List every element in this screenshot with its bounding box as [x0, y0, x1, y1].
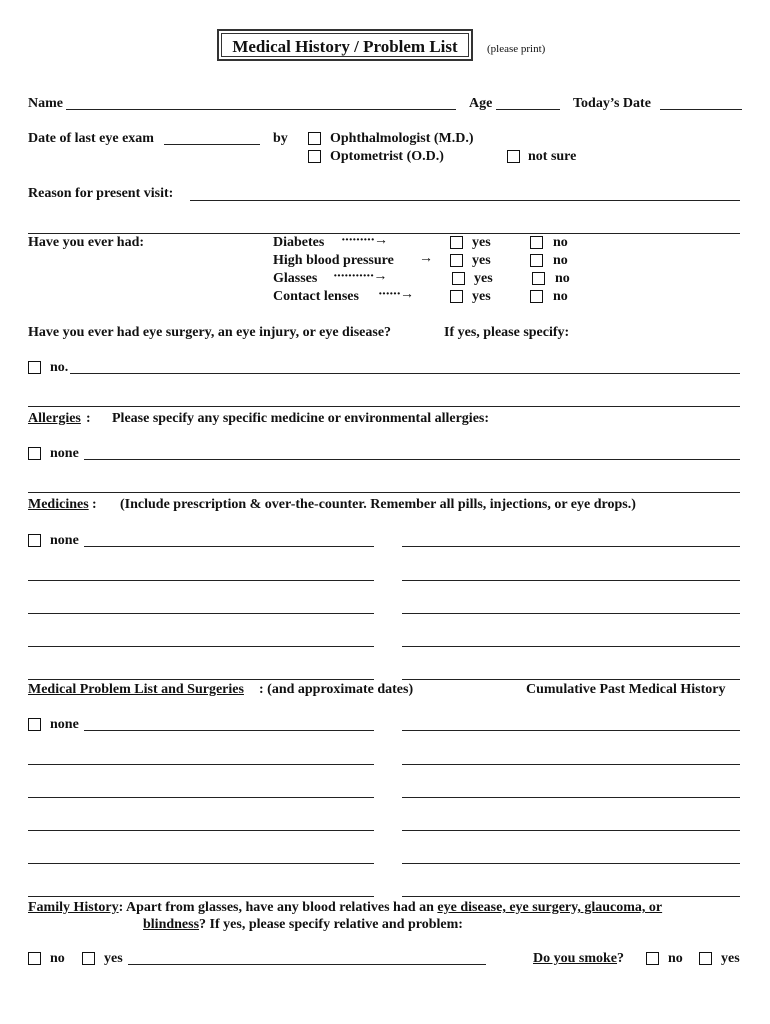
medicines-colon: : [92, 497, 97, 512]
allergies-none-label: none [50, 446, 79, 461]
hbp-yes-label: yes [472, 253, 491, 268]
medicine-line[interactable] [28, 613, 374, 614]
name-label: Name [28, 96, 63, 111]
family-yes-checkbox[interactable] [82, 952, 95, 965]
family-yes-label: yes [104, 951, 123, 966]
history-line[interactable] [402, 830, 740, 831]
smoke-yes-checkbox[interactable] [699, 952, 712, 965]
hbp-no-label: no [553, 253, 568, 268]
problem-line[interactable] [28, 896, 374, 897]
arrow-icon: ······→ [378, 287, 414, 302]
diabetes-yes-checkbox[interactable] [450, 236, 463, 249]
family-no-checkbox[interactable] [28, 952, 41, 965]
medicine-line[interactable] [402, 646, 740, 647]
hbp-no-checkbox[interactable] [530, 254, 543, 267]
smoke-yes-label: yes [721, 951, 740, 966]
history-line[interactable] [402, 896, 740, 897]
hbp-yes-checkbox[interactable] [450, 254, 463, 267]
medicine-line[interactable] [402, 580, 740, 581]
medicine-line[interactable] [28, 646, 374, 647]
family-history-text: : Apart from glasses, have any blood relatives had an [118, 900, 438, 915]
eye-exam-date-field[interactable] [164, 144, 260, 145]
title-box [217, 29, 473, 61]
family-history-line-2 [143, 917, 463, 933]
ophthalmologist-label: Ophthalmologist (M.D.) [330, 131, 474, 146]
allergies-heading: Allergies [28, 411, 81, 426]
medicine-line[interactable] [28, 580, 374, 581]
problems-none-label: none [50, 717, 79, 732]
smoke-no-label: no [668, 951, 683, 966]
family-history-text-2: ? If yes, please specify relative and problem: [199, 917, 463, 932]
ophthalmologist-checkbox[interactable] [308, 132, 321, 145]
age-field[interactable] [496, 109, 560, 110]
diabetes-yes-label: yes [472, 235, 491, 250]
cumulative-history-heading: Cumulative Past Medical History [526, 682, 726, 697]
arrow-icon: → [419, 251, 433, 266]
history-line[interactable] [402, 730, 740, 731]
reason-field-line-1[interactable] [190, 200, 740, 201]
medicine-line[interactable] [28, 679, 374, 680]
diabetes-no-label: no [553, 235, 568, 250]
diabetes-no-checkbox[interactable] [530, 236, 543, 249]
name-field[interactable] [66, 109, 456, 110]
medicine-line[interactable] [84, 546, 374, 547]
glasses-no-checkbox[interactable] [532, 272, 545, 285]
family-no-label: no [50, 951, 65, 966]
optometrist-label: Optometrist (O.D.) [330, 149, 444, 164]
by-label: by [273, 131, 288, 146]
smoke-question: Do you smoke? [533, 951, 625, 966]
surgery-no-label: no. [50, 360, 69, 375]
family-history-blindness: blindness [143, 917, 200, 932]
surgery-question: Have you ever had eye surgery, an eye injury, or eye disease? [28, 325, 392, 340]
problems-heading: Medical Problem List and Surgeries [28, 682, 244, 697]
problem-line[interactable] [28, 797, 374, 798]
age-label: Age [469, 96, 493, 111]
glasses-no-label: no [555, 271, 570, 286]
optometrist-checkbox[interactable] [308, 150, 321, 163]
allergies-text: Please specify any specific medicine or environmental allergies: [112, 411, 490, 426]
problem-line[interactable] [28, 863, 374, 864]
surgery-field-line-1[interactable] [70, 373, 740, 374]
medicines-none-checkbox[interactable] [28, 534, 41, 547]
reason-label: Reason for present visit: [28, 186, 174, 201]
problems-none-checkbox[interactable] [28, 718, 41, 731]
not-sure-checkbox[interactable] [507, 150, 520, 163]
condition-diabetes-label: Diabetes [273, 235, 325, 250]
surgery-specify: If yes, please specify: [444, 325, 570, 340]
not-sure-label: not sure [528, 149, 577, 164]
problem-line[interactable] [28, 830, 374, 831]
medicines-none-label: none [50, 533, 79, 548]
contacts-yes-checkbox[interactable] [450, 290, 463, 303]
history-line[interactable] [402, 764, 740, 765]
condition-hbp-label: High blood pressure [273, 253, 394, 268]
glasses-yes-label: yes [474, 271, 493, 286]
problems-text: : (and approximate dates) [259, 682, 414, 697]
medicines-text: (Include prescription & over-the-counter. Remember all pills, injections, or eye drops.) [120, 497, 636, 512]
allergies-colon: : [86, 411, 91, 426]
family-history-underlined: eye disease, eye surgery, glaucoma, or [437, 900, 663, 915]
medicine-line[interactable] [402, 679, 740, 680]
eye-exam-label: Date of last eye exam [28, 131, 154, 146]
contacts-no-label: no [553, 289, 568, 304]
history-line[interactable] [402, 863, 740, 864]
todays-date-field[interactable] [660, 109, 742, 110]
condition-contacts-label: Contact lenses [273, 289, 359, 304]
contacts-yes-label: yes [472, 289, 491, 304]
condition-glasses-label: Glasses [273, 271, 318, 286]
family-history-heading: Family History [28, 900, 119, 915]
form-title: Medical History / Problem List [232, 37, 458, 56]
problem-line[interactable] [84, 730, 374, 731]
medicines-heading: Medicines [28, 497, 89, 512]
problem-line[interactable] [28, 764, 374, 765]
conditions-label: Have you ever had: [28, 235, 145, 250]
medicine-line[interactable] [402, 546, 740, 547]
contacts-no-checkbox[interactable] [530, 290, 543, 303]
surgery-field-line-2[interactable] [28, 406, 740, 407]
arrow-icon: ·········→ [341, 233, 388, 248]
family-history-line-1 [28, 900, 662, 916]
todays-date-label: Today’s Date [573, 96, 651, 111]
allergies-field-line-1[interactable] [84, 459, 740, 460]
smoke-no-checkbox[interactable] [646, 952, 659, 965]
allergies-none-checkbox[interactable] [28, 447, 41, 460]
allergies-field-line-2[interactable] [28, 492, 740, 493]
glasses-yes-checkbox[interactable] [452, 272, 465, 285]
medicine-line[interactable] [402, 613, 740, 614]
family-history-field[interactable] [128, 964, 486, 965]
arrow-icon: ···········→ [333, 269, 387, 284]
please-print-note: (please print) [487, 43, 546, 55]
history-line[interactable] [402, 797, 740, 798]
surgery-no-checkbox[interactable] [28, 361, 41, 374]
